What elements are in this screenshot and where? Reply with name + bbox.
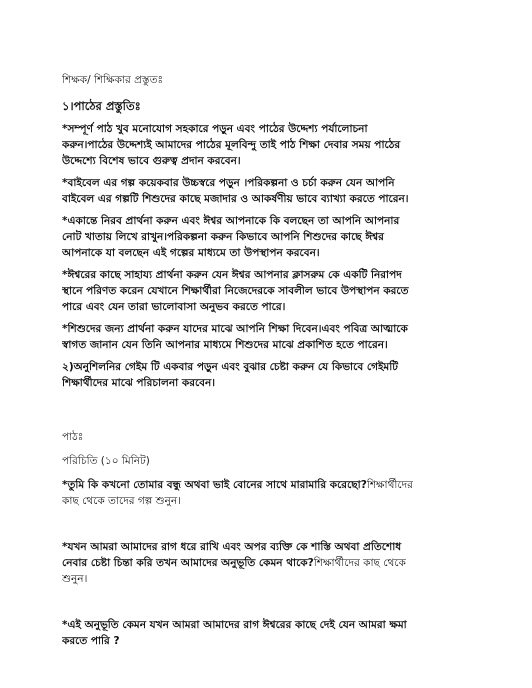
prep-item-line: পারে এবং যেন তারা ভালোবাসা অনুভব করতে পারে। — [62, 301, 286, 313]
prep-item-line: নোট খাতায় লিখে রাখুন।পরিকল্পনা করুন কিভাবে আপনি শিশুদের কাছে ঈশ্বর — [62, 231, 384, 243]
prep-item-line: *সম্পূর্ণ পাঠ খুব মনোযোগ সহকারে পড়ুন এবং পাঠের উদ্দেশ্য পর্যালোচনা — [62, 123, 368, 135]
prep-item-line: আপনাকে যা বলছেন এই গল্পের মাধ্যমে তা উপস্থাপন করবেন। — [62, 247, 320, 259]
prep-item-5 — [62, 321, 482, 353]
document-page — [62, 72, 482, 655]
intro-question-1 — [62, 477, 482, 509]
intro-question-line — [62, 493, 482, 509]
question-spacer — [62, 515, 482, 539]
prep-item-line: *শিশুদের জন্য প্রার্থনা করুন যাদের মাঝে আপনি শিক্ষা দিবেন।এবং পবিত্র আত্মাকে — [62, 323, 408, 335]
lesson-prep-heading: ১।পাঠের প্রস্তুতিঃ — [62, 99, 141, 113]
prep-item-line: *একান্তে নিরব প্রার্থনা করুন এবং ঈশ্বর আপনাকে কি বলছেন তা আপনি আপনার — [62, 215, 400, 227]
prep-item-2 — [62, 175, 482, 207]
question-spacer — [62, 593, 482, 617]
instruction-text: শিক্ষার্থীদের — [366, 479, 413, 491]
prep-item-line: স্থানে পরিণত করেন যেখানে শিক্ষার্থীরা নিজেদেরকে সাবলীল ভাবে উপস্থাপন করতে — [62, 285, 409, 297]
prep-item-line: *বাইবেল এর গল্প কয়েকবার উচ্চস্বরে পড়ুন ।পরিকল্পনা ও চর্চা করুন যেন আপনি — [62, 177, 395, 189]
prep-item-line: করুন।পাঠের উদ্দেশ্যই আমাদের পাঠের মূলবিন্দু তাই পাঠ শিক্ষা দেবার সময় পাঠের — [62, 139, 401, 151]
intro-question-line — [62, 555, 482, 571]
intro-label: পরিচিতি (১০ মিনিট) — [62, 455, 150, 467]
prep-item-line: বাইবেল এর গল্পটি শিশুদের কাছে মজাদার ও আকর্ষণীয় ভাবে ব্যাখ্যা করতে পারেন। — [62, 193, 409, 205]
question-text: *তুমি কি কখনো তোমার বন্ধু অথবা ভাই বোনের সাথে মারামারি করেছো? — [62, 479, 367, 491]
prep-item-line: স্বাগত জানান যেন তিনি আপনার মাধ্যমে শিশুদের মাঝে প্রকাশিত হতে পারেন। — [62, 339, 388, 351]
intro-question-line — [62, 617, 482, 633]
teacher-prep-heading: শিক্ষক/ শিক্ষিকার প্রস্তুতঃ — [62, 74, 164, 86]
prep-item-game — [62, 359, 482, 391]
prep-item-1 — [62, 121, 482, 169]
prep-item-line: *ঈশ্বরের কাছে সাহায্য প্রার্থনা করুন যেন ঈশ্বর আপনার ক্লাসরুম কে একটি নিরাপদ — [62, 269, 402, 281]
intro-question-line — [62, 571, 482, 587]
prep-item-4 — [62, 267, 482, 315]
prep-item-line: উদ্দেশ্যে বিশেষ ভাবে গুরুত্ব প্রদান করবেন। — [62, 155, 241, 167]
question-text: *এই অনুভূতি কেমন যখন আমরা আমাদের রাগ ঈশ্বরের কাছে দেই যেন আমরা ক্ষমা — [62, 619, 407, 631]
intro-question-line — [62, 477, 482, 493]
prep-item-3 — [62, 213, 482, 261]
question-text: *যখন আমরা আমাদের রাগ ধরে রাখি এবং অপর ব্যক্তি কে শাস্তি অথবা প্রতিশোধ — [62, 541, 402, 553]
intro-question-3 — [62, 617, 482, 649]
instruction-text: কাছ থেকে তাদের গল্প শুনুন। — [62, 495, 181, 507]
instruction-text: শিক্ষার্থীদের কাছ থেকে — [313, 557, 406, 569]
intro-question-line — [62, 539, 482, 555]
lesson-label: পাঠঃ — [62, 431, 84, 443]
prep-item-line: ২)অনুশিলনির গেইম টি একবার পড়ুন এবং বুঝার চেষ্টা করুন যে কিভাবে গেইমটি — [62, 361, 398, 373]
question-text: করতে পারি ? — [62, 635, 120, 647]
intro-question-2 — [62, 539, 482, 587]
section-spacer — [62, 397, 482, 429]
instruction-text: শুনুন। — [62, 573, 88, 585]
question-text: নেবার চেষ্টা চিন্তা করি তখন আমাদের অনুভূতি কেমন থাকে? — [62, 557, 314, 569]
intro-question-line — [62, 633, 482, 649]
prep-item-line: শিক্ষার্থীদের মাঝে পরিচালনা করবেন। — [62, 377, 216, 389]
